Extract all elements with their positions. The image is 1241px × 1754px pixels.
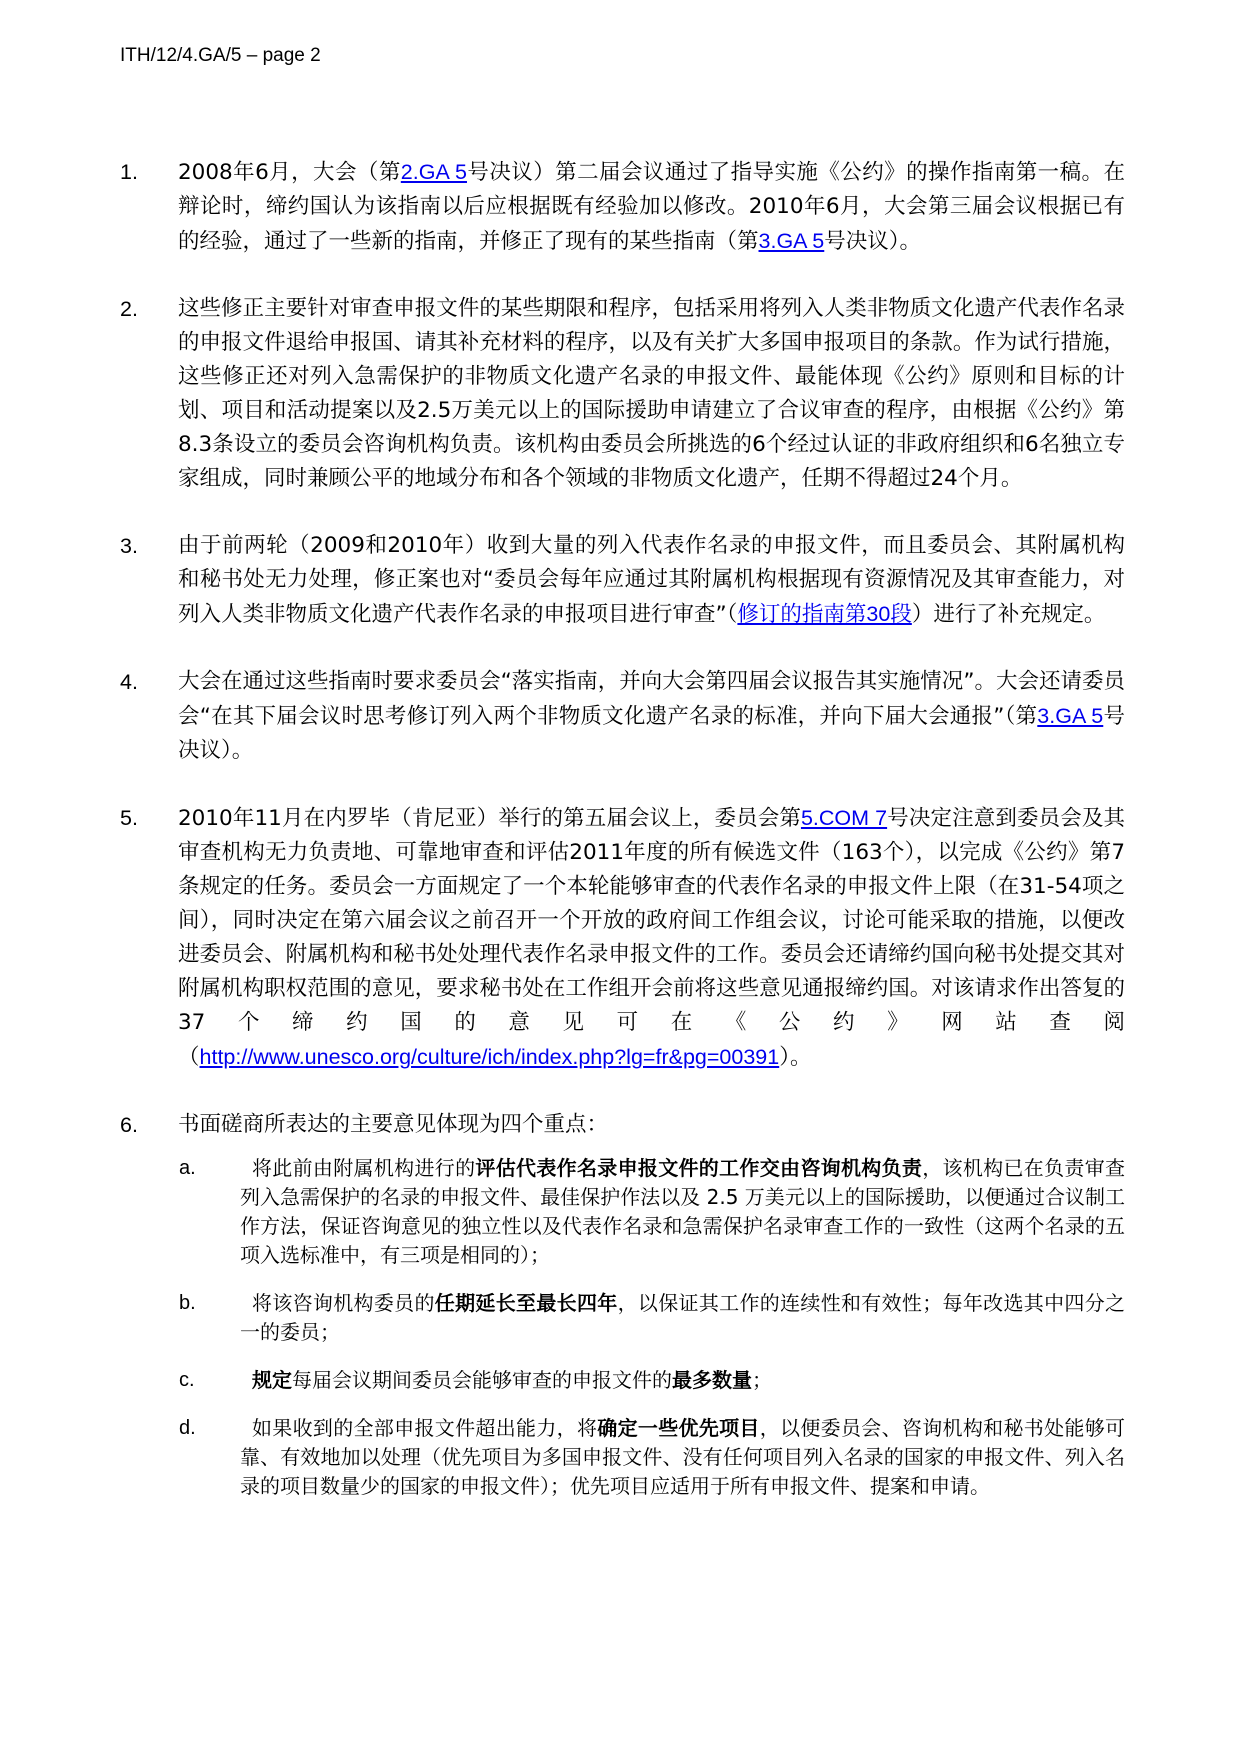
paragraph-2 bbox=[120, 292, 1125, 496]
sub-item-label: a. bbox=[179, 1157, 196, 1179]
paragraph-3 bbox=[120, 529, 1125, 632]
emphasis-text: 评估代表作名录申报文件的工作交由咨询机构负责 bbox=[475, 1156, 923, 1180]
text-run: 2008年6月，大会（第 bbox=[178, 160, 401, 185]
document-body bbox=[120, 155, 1125, 1520]
paragraph-5 bbox=[120, 801, 1125, 1075]
sub-item-text bbox=[240, 1289, 1125, 1347]
text-run: 将此前由附属机构进行的 bbox=[252, 1156, 476, 1180]
paragraph-number: 5. bbox=[120, 806, 138, 830]
text-run: 将该咨询机构委员的 bbox=[252, 1291, 435, 1315]
text-run: 每届会议期间委员会能够审查的申报文件的 bbox=[292, 1368, 672, 1392]
paragraph-1 bbox=[120, 155, 1125, 259]
text-run: ）。 bbox=[779, 1045, 812, 1070]
resolution-link[interactable]: 3.GA 5 bbox=[1037, 704, 1104, 728]
paragraph-number: 6. bbox=[120, 1113, 138, 1137]
text-run: ； bbox=[752, 1368, 772, 1392]
sub-item-label: c. bbox=[179, 1369, 195, 1391]
sub-item-c bbox=[120, 1366, 1125, 1395]
text-run: 大会在通过这些指南时要求委员会“落实指南，并向大会第四届会议报告其实施情况”。大会还请委员会“在其下届会议时思考修订列入两个非物质文化遗产名录的标准，并向下届大会通报”（第 bbox=[178, 669, 1125, 729]
page-header: ITH/12/4.GA/5 – page 2 bbox=[120, 45, 321, 66]
emphasis-text: 最多数量 bbox=[672, 1368, 752, 1392]
paragraph-text: 书面磋商所表达的主要意见体现为四个重点： bbox=[178, 1112, 609, 1137]
text-run: ，以保证其工作的连续性和有效性；每年改选其中四分之一的委员； bbox=[240, 1291, 1126, 1344]
sub-item-list bbox=[120, 1154, 1125, 1501]
sub-item-text bbox=[240, 1366, 1125, 1395]
emphasis-text: 规定 bbox=[252, 1368, 292, 1392]
paragraph-number: 2. bbox=[120, 297, 138, 321]
paragraph-text-end bbox=[178, 1040, 1125, 1075]
guidelines-link[interactable]: 修订的指南第30段 bbox=[737, 602, 912, 626]
sub-item-d bbox=[120, 1414, 1125, 1501]
emphasis-text: 任期延长至最长四年 bbox=[434, 1291, 618, 1315]
paragraph-text: 这些修正主要针对审查申报文件的某些期限和程序，包括采用将列入人类非物质文化遗产代表作名录的申报文件退给申报国、请其补充材料的程序，以及有关扩大多国申报项目的条款。作为试行措施，这些修正还对列入急需保护的非物质文化遗产名录的申报文件、最能体现《公约》原则和目标的计划、项目和活动提案以及2.5万美元以上的国际援助申请建立了合议审查的程序，由根据《公约》第8.3条设立的委员会咨询机构负责。该机构由委员会所挑选的6个经过认证的非政府组织和6名独立专家组成，同时兼顾公平的地域分布和各个领域的非物质文化遗产，任期不得超过24个月。 bbox=[178, 296, 1125, 491]
paragraph-number: 3. bbox=[120, 534, 138, 558]
text-run: ）进行了补充规定。 bbox=[911, 602, 1106, 627]
paragraph-number: 4. bbox=[120, 670, 138, 694]
sub-item-label: d. bbox=[179, 1417, 196, 1439]
paragraph-text bbox=[178, 665, 1125, 768]
resolution-link[interactable]: 3.GA 5 bbox=[758, 229, 825, 253]
sub-item-text bbox=[240, 1414, 1125, 1501]
sub-item-a bbox=[120, 1154, 1125, 1270]
text-run: 号决议）。 bbox=[824, 229, 922, 254]
paragraph-text bbox=[178, 155, 1125, 259]
paragraph-6 bbox=[120, 1108, 1125, 1142]
website-url-link[interactable]: http://www.unesco.org/culture/ich/index.php?lg=fr&pg=00391 bbox=[199, 1045, 780, 1069]
text-run: 2010年11月在内罗毕（肯尼亚）举行的第五届会议上，委员会第 bbox=[178, 806, 801, 831]
text-run: 如果收到的全部申报文件超出能力，将 bbox=[252, 1416, 598, 1440]
sub-item-b bbox=[120, 1289, 1125, 1347]
sub-item-label: b. bbox=[179, 1292, 196, 1314]
text-run: 号决定注意到委员会及其审查机构无力负责地、可靠地审查和评估2011年度的所有候选文件（163个），以完成《公约》第7条规定的任务。委员会一方面规定了一个本轮能够审查的代表作名录的申报文件上限（在31-54项之间），同时决定在第六届会议之前召开一个开放的政府间工作组会议，讨论可能采取的措施，以便改进委员会、附属机构和秘书处处理代表作名录申报文件的工作。委员会还请缔约国向秘书处提交其对附属机构职权范围的意见，要求秘书处在工作组开会前将这些意见通报缔约国。对该请求作出答复的37个缔约国的意见可在《公约》网站查阅 bbox=[178, 806, 1125, 1035]
paragraph-4 bbox=[120, 665, 1125, 768]
sub-item-text bbox=[240, 1154, 1125, 1270]
text-run: 号决议）第二届会议通过了指导实施《公约》的操作指南第一稿。在辩论时，缔约国认为该指南以后应根据既有经验加以修改。2010年6月，大会第三届会议根据已有的经验，通过了一些新的指南，并修正了现有的某些指南（第 bbox=[178, 160, 1125, 254]
paragraph-number: 1. bbox=[120, 160, 138, 184]
paragraph-text bbox=[178, 801, 1125, 1040]
text-run: 由于前两轮（2009和2010年）收到大量的列入代表作名录的申报文件，而且委员会、其附属机构和秘书处无力处理，修正案也对“委员会每年应通过其附属机构根据现有资源情况及其审查能力，对列入人类非物质文化遗产代表作名录的申报项目进行审查”（ bbox=[178, 533, 1125, 627]
resolution-link[interactable]: 2.GA 5 bbox=[400, 160, 467, 184]
paragraph-text bbox=[178, 529, 1125, 632]
text-run: ，以便委员会、咨询机构和秘书处能够可靠、有效地加以处理（优先项目为多国申报文件、没有任何项目列入名录的国家的申报文件、列入名录的项目数量少的国家的申报文件）；优先项目应适用于所有申报文件、提案和申请。 bbox=[240, 1416, 1126, 1498]
text-run: ，该机构已在负责审查列入急需保护的名录的申报文件、最佳保护作法以及 2.5 万美元以上的国际援助，以便通过合议制工作方法，保证咨询意见的独立性以及代表作名录和急需保护名录审查工作的一致性（这两个名录的五项入选标准中，有三项是相同的）； bbox=[240, 1156, 1126, 1267]
text-run: 号决议）。 bbox=[178, 704, 1125, 763]
emphasis-text: 确定一些优先项目 bbox=[597, 1416, 760, 1440]
decision-link[interactable]: 5.COM 7 bbox=[800, 806, 888, 830]
text-run: （ bbox=[178, 1045, 200, 1070]
